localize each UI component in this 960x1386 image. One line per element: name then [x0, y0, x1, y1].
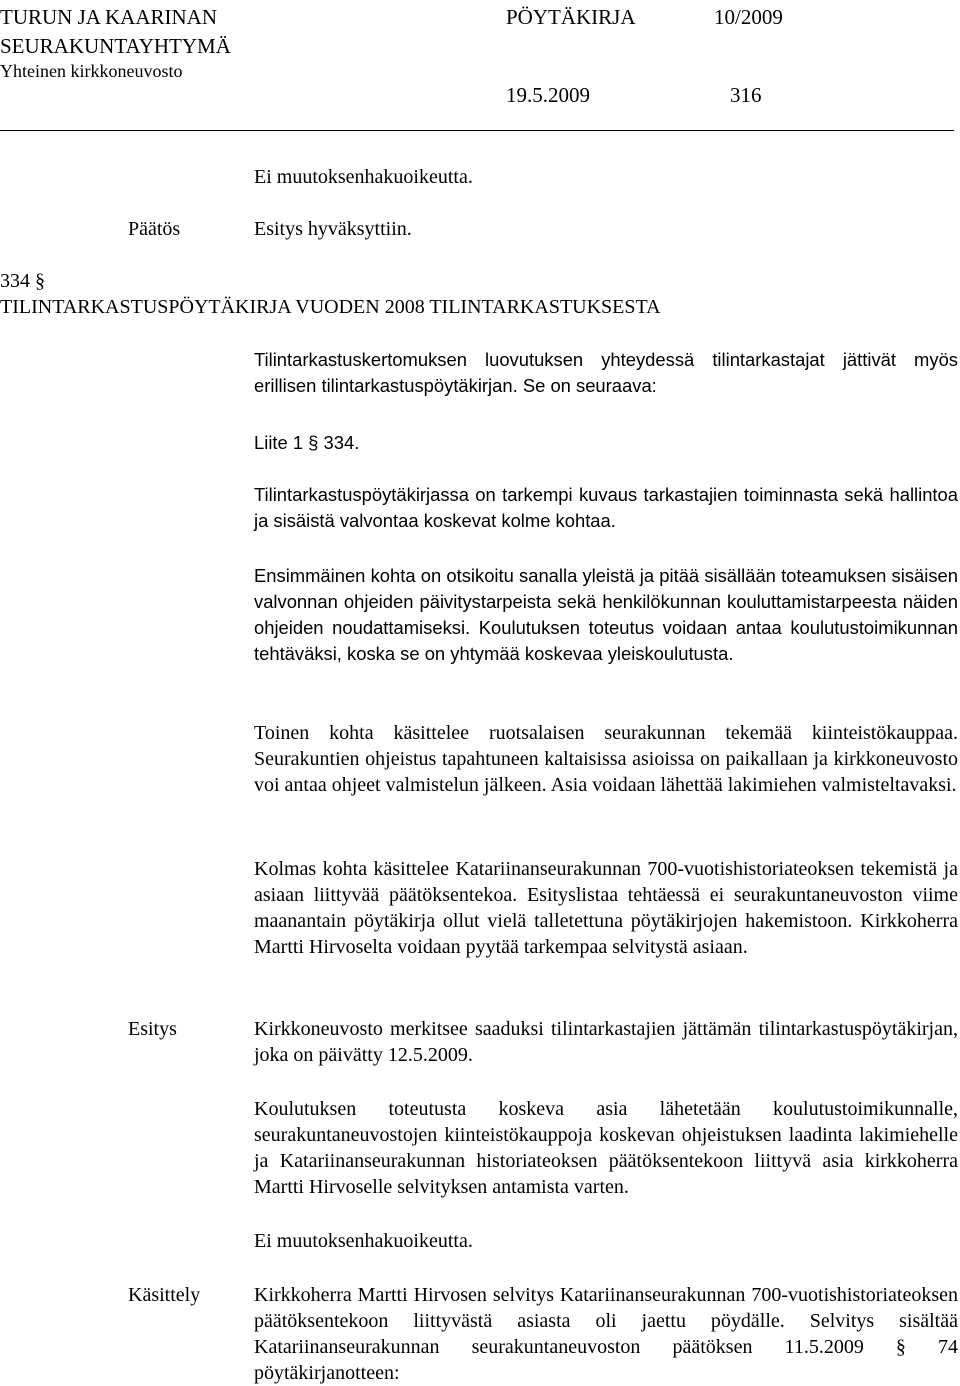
- no-appeal-note: Ei muutoksenhakuoikeutta.: [254, 166, 473, 188]
- org-name: TURUN JA KAARINAN: [0, 5, 218, 29]
- second-point-text: Toinen kohta käsittelee ruotsalaisen seurakunnan tekemää kiinteistökauppaa. Seurakuntien ohjeistus tapahtuneen kaltaisissa asioissa on paikallaan ja kirkkoneuvosto voi antaa ohjeet valmistelun jälkeen. Asia voidaan lähettää lakimiehen valmisteltavaksi.: [254, 722, 958, 796]
- attachment-ref: Liite 1 § 334.: [254, 432, 360, 453]
- doc-type: PÖYTÄKIRJA: [506, 5, 636, 29]
- proposal-paragraph-2: [254, 1096, 958, 1200]
- handling-text: Kirkkoherra Martti Hirvosen selvitys Katariinanseurakunnan 700-vuotishistoriateoksen päätöksentekoon liittyvästä asiasta oli jaettu pöydälle. Selvitys sisältää Katariinanseurakunnan seurakuntaneuvoston päätöksen 11.5.2009 § 74 pöytäkirjanotteen:: [254, 1284, 958, 1384]
- intro-text: Tilintarkastuskertomuksen luovutuksen yhteydessä tilintarkastajat jättivät myös erillisen tilintarkastuspöytäkirjan.: [254, 349, 958, 396]
- org-subname: SEURAKUNTAYHTYMÄ: [0, 34, 231, 58]
- decision-label: Päätös: [128, 218, 181, 240]
- first-point-text: Ensimmäinen kohta on otsikoitu sanalla yleistä ja pitää sisällään toteamuksen sisäisen valvonnan ohjeiden päivitystarpeista sekä henkilökunnan kouluttamistarpeesta näiden ohjeiden noudattamiseksi. Koulutuksen toteutus voidaan antaa koulutustoimikunnan tehtäväksi, koska se on yhtymää koskevaa yleiskoulutusta.: [254, 565, 958, 664]
- summary-text: Tilintarkastuspöytäkirjassa on tarkempi kuvaus tarkastajien toiminnasta sekä hallintoa ja sisäistä valvontaa koskevat kolme kohtaa.: [254, 484, 958, 531]
- header-divider: [0, 130, 954, 131]
- section-number: 334 §: [0, 270, 45, 292]
- no-appeal-note-2: Ei muutoksenhakuoikeutta.: [254, 1230, 473, 1252]
- page-number: 316: [730, 83, 762, 107]
- proposal-text: Kirkkoneuvosto merkitsee saaduksi tilintarkastajien jättämän tilintarkastuspöytäkirjan, joka on päivätty 12.5.2009.: [254, 1018, 958, 1066]
- first-point-paragraph: [254, 563, 958, 667]
- third-point-paragraph: [254, 856, 958, 960]
- handling-label: Käsittely: [128, 1284, 201, 1306]
- intro-text-tail: Se on seuraava:: [522, 375, 657, 396]
- section-title: TILINTARKASTUSPÖYTÄKIRJA VUODEN 2008 TILINTARKASTUKSESTA: [0, 296, 661, 318]
- proposal-paragraph: [254, 1016, 958, 1068]
- handling-paragraph: [254, 1282, 958, 1386]
- third-point-text: Kolmas kohta käsittelee Katariinanseurakunnan 700-vuotishistoriateoksen tekemistä ja asiaan liittyvää päätöksentekoa. Esityslistaa tehtäessä ei seurakuntaneuvoston viime maanantain pöytäkirja ollut vielä talletettuna pöytäkirjojen hakemistoon. Kirkkoherra Martti Hirvoselta voidaan pyytää tarkempaa selvitystä asiaan.: [254, 858, 958, 958]
- second-point-paragraph: [254, 720, 958, 798]
- doc-number: 10/2009: [714, 5, 783, 29]
- decision-text: Esitys hyväksyttiin.: [254, 218, 412, 240]
- proposal-label: Esitys: [128, 1018, 177, 1040]
- summary-paragraph: [254, 482, 958, 534]
- proposal-text-2: Koulutuksen toteutusta koskeva asia lähetetään koulutustoimikunnalle, seurakuntaneuvostojen kiinteistökauppoja koskevan ohjeistuksen laadinta lakimiehelle ja Katariinanseurakunnan historiateoksen päätöksentekoon liittyvä asia kirkkoherra Martti Hirvoselle selvityksen antamista varten.: [254, 1098, 958, 1198]
- org-body: Yhteinen kirkkoneuvosto: [0, 61, 183, 81]
- meeting-date: 19.5.2009: [506, 83, 590, 107]
- intro-paragraph: [254, 347, 958, 399]
